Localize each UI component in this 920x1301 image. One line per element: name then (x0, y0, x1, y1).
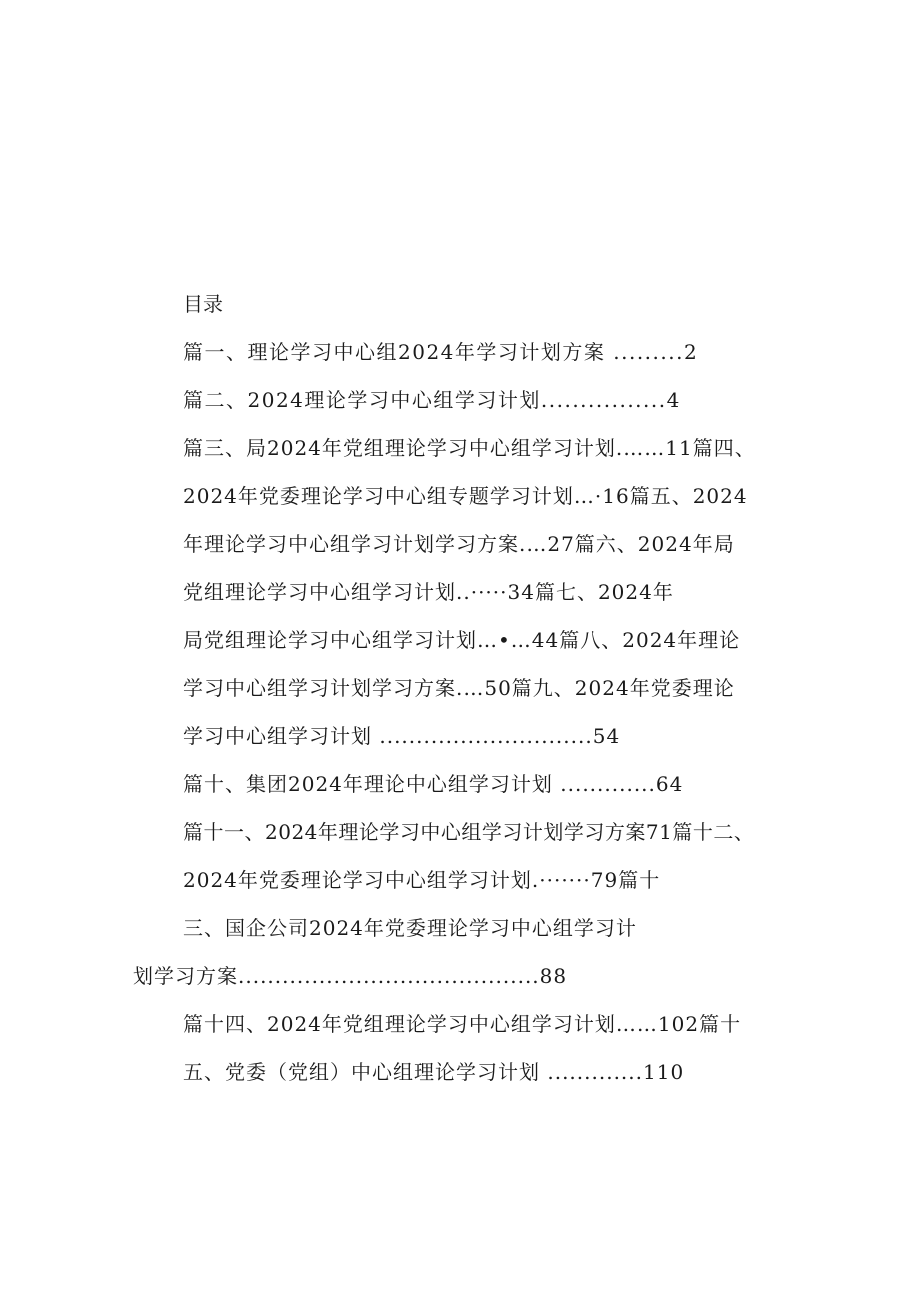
toc-line[interactable]: 篇二、2024理论学习中心组学习计划................4 (183, 388, 681, 412)
toc-line[interactable]: 篇一、理论学习中心组2024年学习计划方案 .........2 (183, 340, 699, 364)
toc-line[interactable]: 学习中心组学习计划学习方案.…50篇九、2024年党委理论 (183, 676, 735, 700)
toc-line[interactable]: 篇十四、2024年党组理论学习中心组学习计划……102篇十 (183, 1012, 742, 1036)
toc-line[interactable]: 篇十、集团2024年理论中心组学习计划 .............64 (183, 772, 684, 796)
toc-line[interactable]: 党组理论学习中心组学习计划..·····34篇七、2024年 (183, 580, 674, 604)
section-heading (0, 1098, 920, 1128)
toc-line[interactable]: 三、国企公司2024年党委理论学习中心组学习计 (183, 916, 637, 940)
toc-line[interactable]: 局党组理论学习中心组学习计划…•…44篇八、2024年理论 (183, 628, 741, 652)
toc-line[interactable]: 年理论学习中心组学习计划学习方案.…27篇六、2024年局 (183, 532, 735, 556)
toc-line[interactable]: 五、党委（党组）中心组理论学习计划 .............110 (183, 1060, 685, 1084)
toc-line[interactable]: 2024年党委理论学习中心组专题学习计划…·16篇五、2024 (183, 484, 748, 508)
toc-line[interactable]: 篇三、局2024年党组理论学习中心组学习计划.……11篇四、 (183, 436, 756, 460)
toc-heading: 目录 (183, 292, 223, 316)
document-title-line-2 (0, 188, 920, 228)
toc-line[interactable]: 篇十一、2024年理论学习中心组学习计划学习方案71篇十二、 (183, 820, 755, 844)
toc-line[interactable]: 划学习方案.........................................88 (133, 964, 568, 988)
toc-line[interactable]: 2024年党委理论学习中心组学习计划.·······79篇十 (183, 868, 661, 892)
document-title-line-1 (0, 150, 920, 190)
toc-line[interactable]: 学习中心组学习计划 .............................54 (183, 724, 621, 748)
